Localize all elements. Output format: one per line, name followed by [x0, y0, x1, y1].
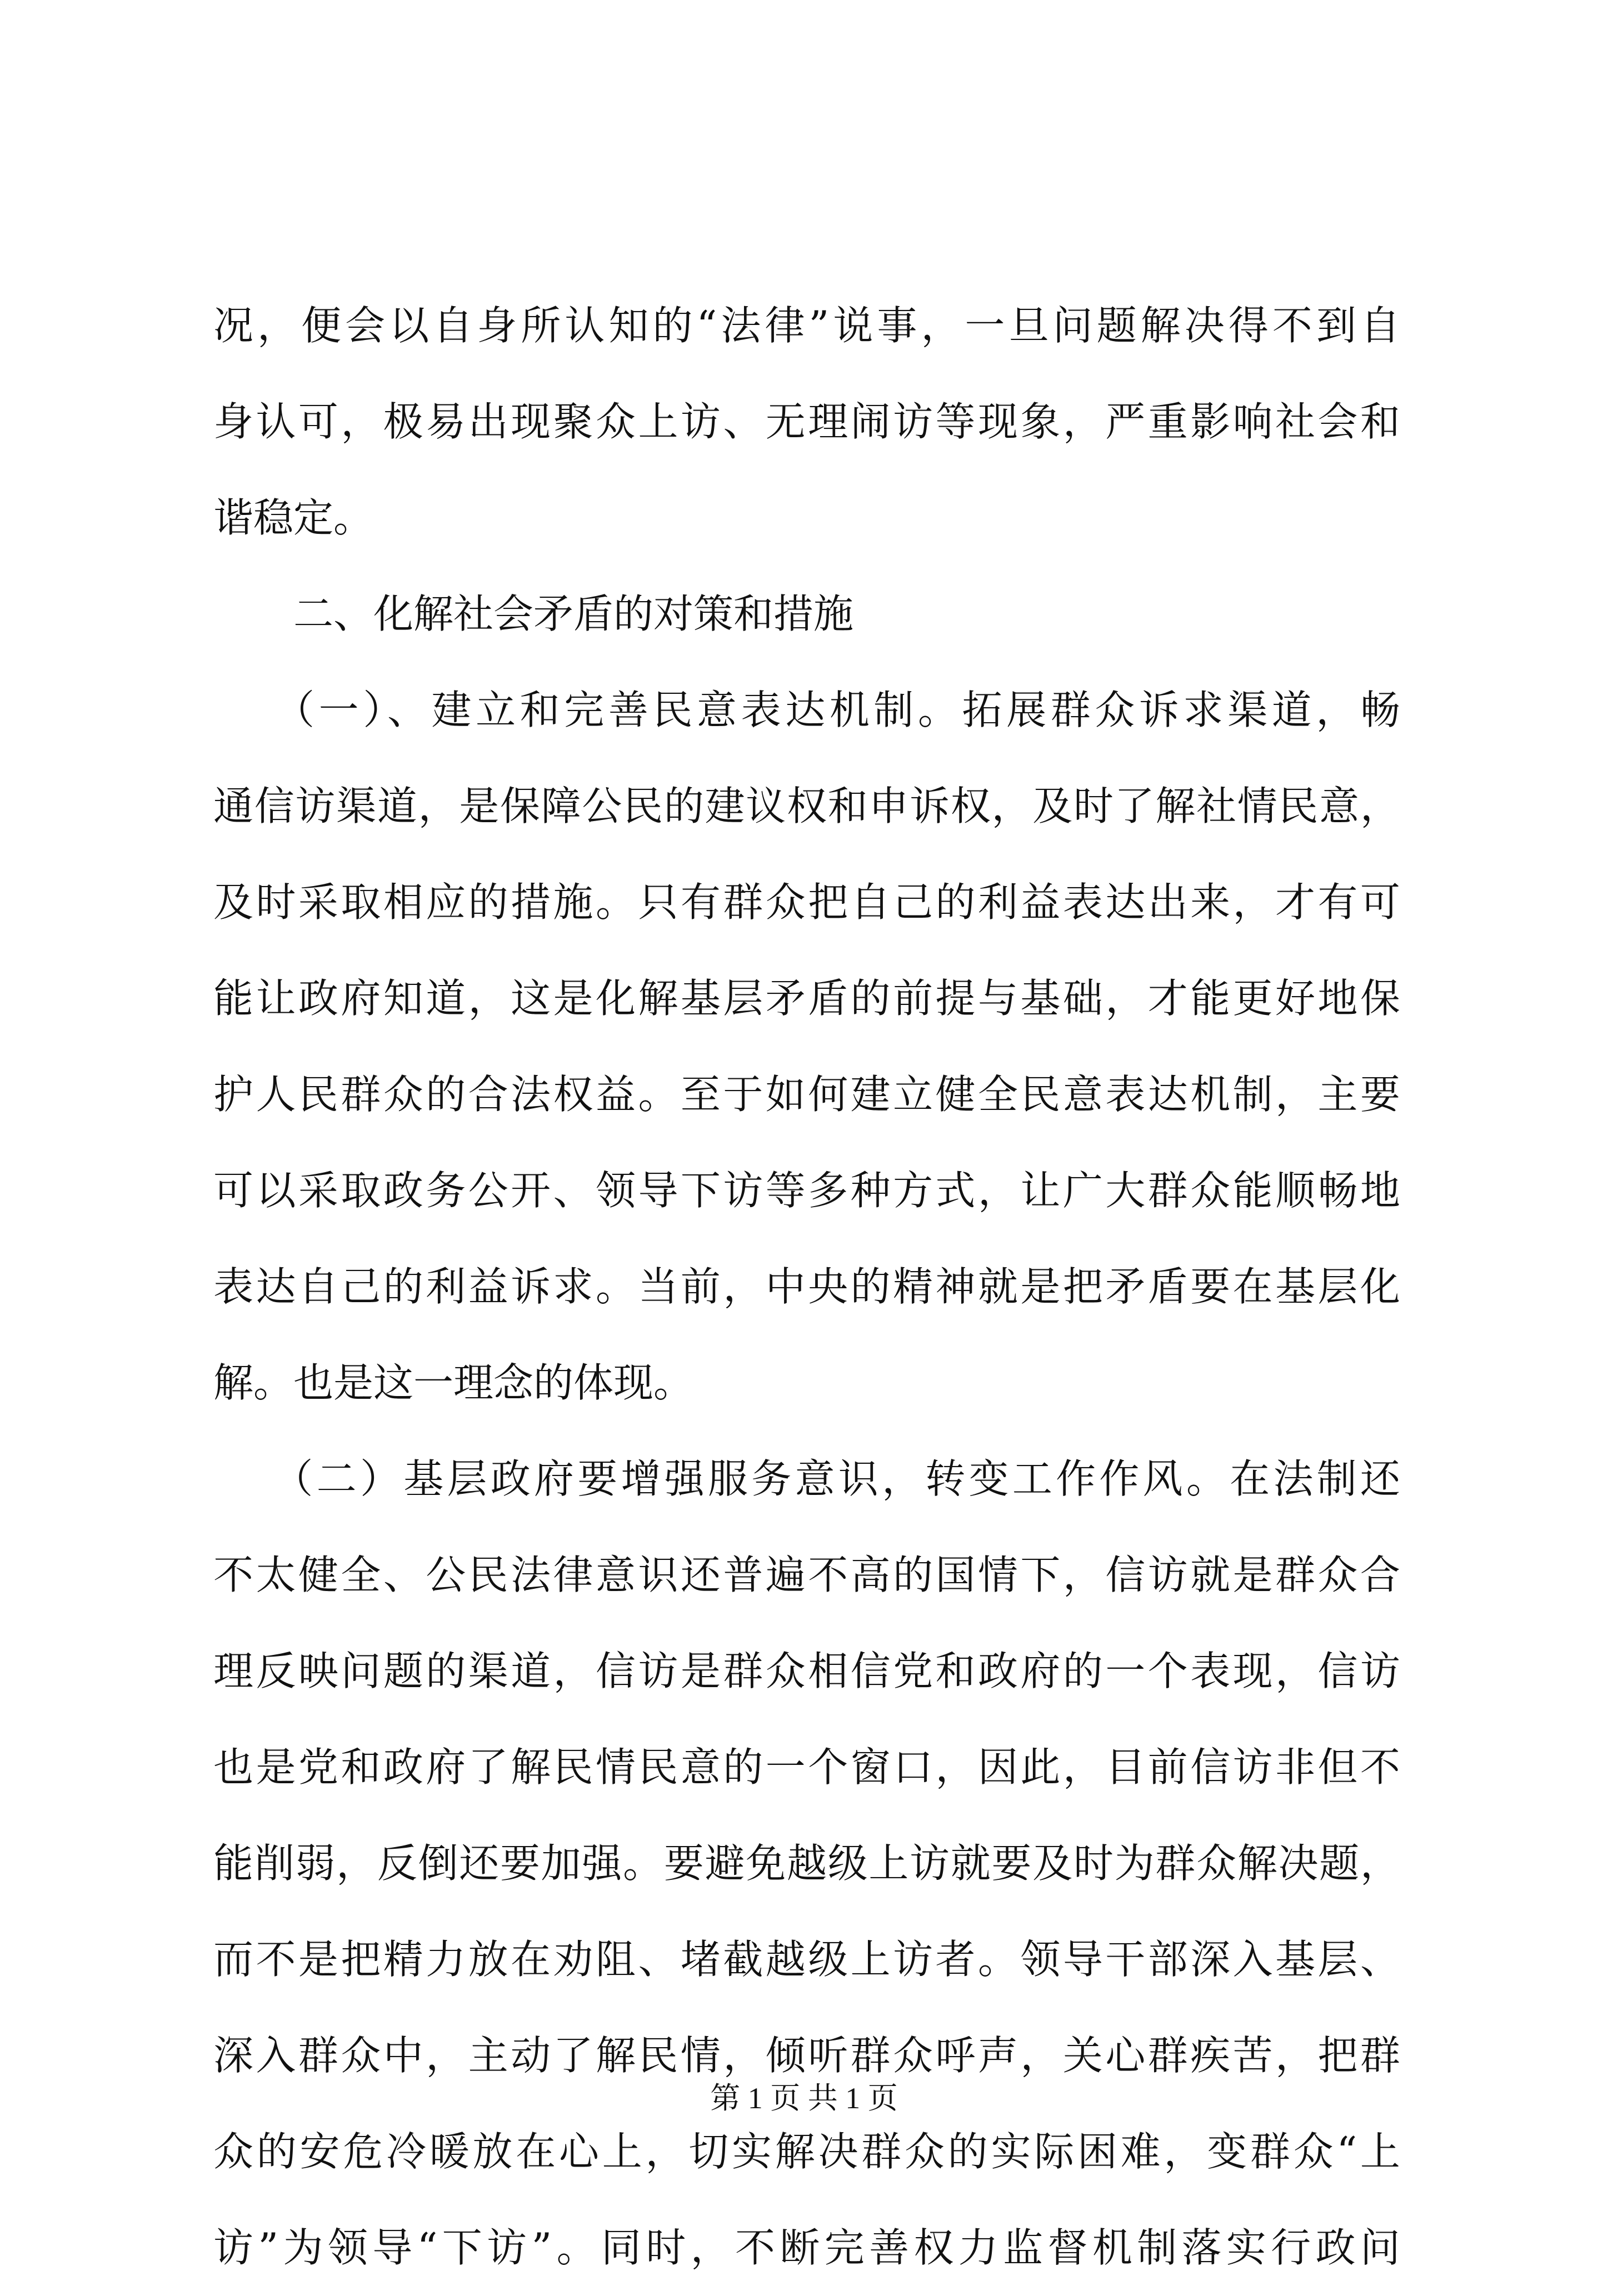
text-line: 能让政府知道，这是化解基层矛盾的前提与基础，才能更好地保 — [213, 975, 1400, 1022]
text-line: 况，便会以自身所认知的“法律”说事，一旦问题解决得不到自 — [213, 302, 1400, 349]
text-line: 而不是把精力放在劝阻、堵截越级上访者。领导干部深入基层、 — [213, 1936, 1400, 1983]
text-line: 理反映问题的渠道，信访是群众相信党和政府的一个表现，信访 — [213, 1648, 1400, 1694]
text-line: 访”为领导“下访”。同时，不断完善权力监督机制落实行政问 — [213, 2224, 1400, 2271]
text-line: 通信访渠道，是保障公民的建议权和申诉权，及时了解社情民意， — [213, 783, 1400, 829]
text-line: 众的安危冷暖放在心上，切实解决群众的实际困难，变群众“上 — [213, 2128, 1400, 2175]
text-line: 深入群众中，主动了解民情，倾听群众呼声，关心群疾苦，把群 — [213, 2032, 1400, 2079]
text-line: 身认可，极易出现聚众上访、无理闹访等现象，严重影响社会和 — [213, 398, 1400, 445]
text-line: （一）、建立和完善民意表达机制。拓展群众诉求渠道，畅 — [213, 687, 1400, 733]
text-line: 可以采取政务公开、领导下访等多种方式，让广大群众能顺畅地 — [213, 1167, 1400, 1214]
text-line: 表达自己的利益诉求。当前，中央的精神就是把矛盾要在基层化 — [213, 1263, 1400, 1310]
text-line: 不太健全、公民法律意识还普遍不高的国情下，信访就是群众合 — [213, 1552, 1400, 1598]
text-line: 能削弱，反倒还要加强。要避免越级上访就要及时为群众解决题， — [213, 1840, 1400, 1887]
text-line: 也是党和政府了解民情民意的一个窗口，因此，目前信访非但不 — [213, 1744, 1400, 1790]
document-body — [213, 278, 1400, 2296]
page-footer: 第 1 页 共 1 页 — [710, 2082, 898, 2115]
section-heading: 二、化解社会矛盾的对策和措施 — [213, 591, 854, 637]
text-line: 护人民群众的合法权益。至于如何建立健全民意表达机制，主要 — [213, 1071, 1400, 1118]
text-line: 及时采取相应的措施。只有群众把自己的利益表达出来，才有可 — [213, 879, 1400, 926]
text-line: 谐稳定。 — [213, 494, 374, 541]
text-line: 解。也是这一理念的体现。 — [213, 1359, 694, 1406]
text-line: （二）基层政府要增强服务意识，转变工作作风。在法制还 — [213, 1455, 1400, 1502]
